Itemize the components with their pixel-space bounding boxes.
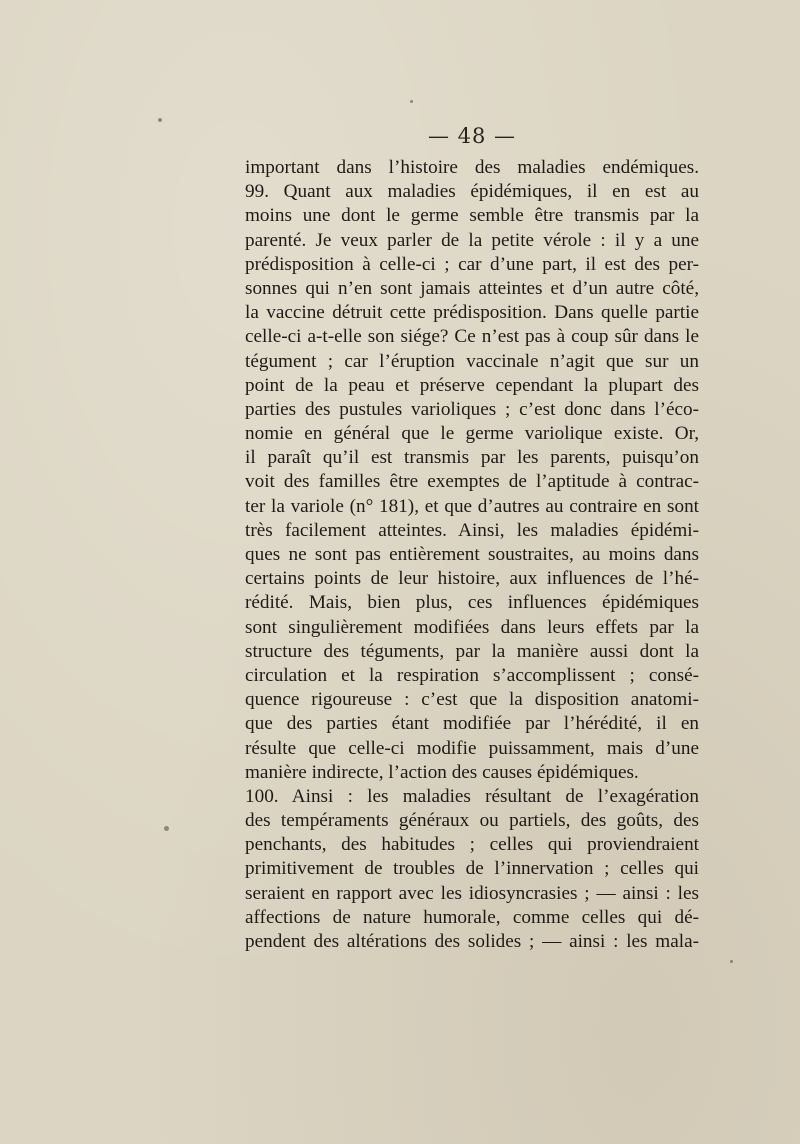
text-line: rédité. Mais, bien plus, ces influences épidémiques [245,592,699,614]
body-text [245,156,699,954]
paper-speck [164,826,169,831]
text-line: très facilement atteintes. Ainsi, les maladies épidémi- [245,519,699,541]
text-line: sonnes qui n’en sont jamais atteintes et d’un autre côté, [245,277,699,299]
text-line: pendent des altérations des solides ; — ainsi : les mala- [245,931,699,952]
text-line: important dans l’histoire des maladies endémiques. [245,157,699,178]
text-line: ter la variole (n° 181), et que d’autres au contraire en sont [245,495,699,517]
text-line: ques ne sont pas entièrement soustraites, au moins dans [245,544,699,565]
text-line: il paraît qu’il est transmis par les parents, puisqu’on [245,447,699,469]
page-number: — 48 — [427,124,517,148]
text-line: celle-ci a-t-elle son siége? Ce n’est pas à coup sûr dans le [245,326,699,348]
text-line: prédisposition à celle-ci ; car d’une part, il est des per- [245,253,699,275]
text-line: parties des pustules varioliques ; c’est donc dans l’éco- [245,398,699,420]
text-line: penchants, des habitudes ; celles qui proviendraient [245,834,699,856]
text-line: manière indirecte, l’action des causes épidémiques. [245,761,639,783]
paper-speck [158,118,162,122]
text-line: quence rigoureuse : c’est que la disposition anatomi- [245,689,699,711]
text-line: affections de nature humorale, comme celles qui dé- [245,906,699,928]
text-line: primitivement de troubles de l’innervation ; celles qui [245,858,699,880]
text-line: voit des familles être exemptes de l’aptitude à contrac- [245,471,699,493]
text-line: parenté. Je veux parler de la petite vérole : il y a une [245,229,699,251]
text-line: 99. Quant aux maladies épidémiques, il en est au [245,181,699,203]
paper-speck [410,100,413,103]
text-line: nomie en général que le germe variolique existe. Or, [245,423,699,445]
text-line: sont singulièrement modifiées dans leurs effets par la [245,616,699,638]
text-line: circulation et la respiration s’accomplissent ; consé- [245,664,699,686]
text-line: que des parties étant modifiée par l’hérédité, il en [245,713,699,735]
paper-speck [730,960,733,963]
text-line: des tempéraments généraux ou partiels, des goûts, des [245,810,699,832]
text-line: moins une dont le germe semble être transmis par la [245,205,699,227]
text-line: la vaccine détruit cette prédisposition. Dans quelle partie [245,302,699,324]
text-line: point de la peau et préserve cependant la plupart des [245,374,699,396]
text-line: résulte que celle-ci modifie puissamment, mais d’une [245,737,699,759]
text-line: 100. Ainsi : les maladies résultant de l’exagération [245,785,699,807]
text-line: structure des téguments, par la manière aussi dont la [245,640,699,662]
text-line: seraient en rapport avec les idiosyncrasies ; — ainsi : les [245,882,699,904]
text-line: certains points de leur histoire, aux influences de l’hé- [245,568,699,590]
text-line: tégument ; car l’éruption vaccinale n’agit que sur un [245,350,699,372]
